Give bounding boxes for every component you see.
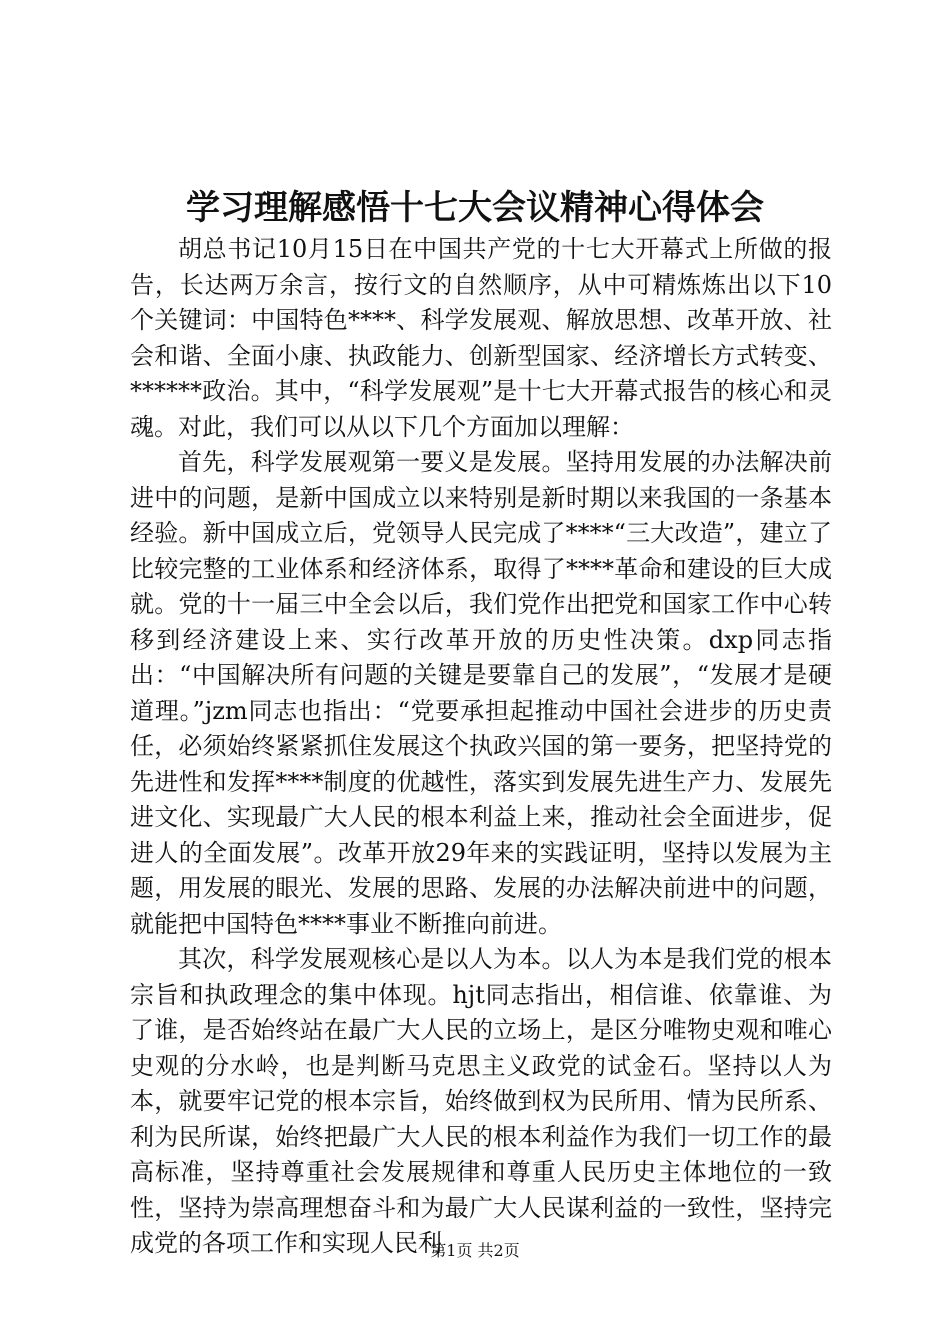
paragraph-1: 胡总书记10月15日在中国共产党的十七大开幕式上所做的报告，长达两万余言，按行文的自然顺序，从中可精炼炼出以下10个关键词：中国特色****、科学发展观、解放思想、改革开放、社会和谐、全面小康、执政能力、创新型国家、经济增长方式转变、******政治。其中，“科学发展观”是十七大开幕式报告的核心和灵魂。对此，我们可以从以下几个方面加以理解： <box>130 235 832 441</box>
document-body <box>130 232 832 1262</box>
document-title: 学习理解感悟十七大会议精神心得体会 <box>186 188 764 228</box>
paragraph-2: 首先，科学发展观第一要义是发展。坚持用发展的办法解决前进中的问题，是新中国成立以来特别是新时期以来我国的一条基本经验。新中国成立后，党领导人民完成了****“三大改造”，建立了比较完整的工业体系和经济体系，取得了****革命和建设的巨大成就。党的十一届三中全会以后，我们党作出把党和国家工作中心转移到经济建设上来、实行改革开放的历史性决策。dxp同志指出：“中国解决所有问题的关键是要靠自己的发展”，“发展才是硬道理。”jzm同志也指出：“党要承担起推动中国社会进步的历史责任，必须始终紧紧抓住发展这个执政兴国的第一要务，把坚持党的先进性和发挥****制度的优越性，落实到发展先进生产力、发展先进文化、实现最广大人民的根本利益上来，推动社会全面进步，促进人的全面发展”。改革开放29年来的实践证明，坚持以发展为主题，用发展的眼光、发展的思路、发展的办法解决前进中的问题，就能把中国特色****事业不断推向前进。 <box>130 448 832 938</box>
page-footer: 第1页 共2页 <box>430 1241 520 1260</box>
paragraph-3: 其次，科学发展观核心是以人为本。以人为本是我们党的根本宗旨和执政理念的集中体现。hjt同志指出，相信谁、依靠谁、为了谁，是否始终站在最广大人民的立场上，是区分唯物史观和唯心史观的分水岭，也是判断马克思主义政党的试金石。坚持以人为本，就要牢记党的根本宗旨，始终做到权为民所用、情为民所系、利为民所谋，始终把最广大人民的根本利益作为我们一切工作的最高标准，坚持尊重社会发展规律和尊重人民历史主体地位的一致性，坚持为崇高理想奋斗和为最广大人民谋利益的一致性，坚持完成党的各项工作和实现人民利 <box>130 945 832 1257</box>
